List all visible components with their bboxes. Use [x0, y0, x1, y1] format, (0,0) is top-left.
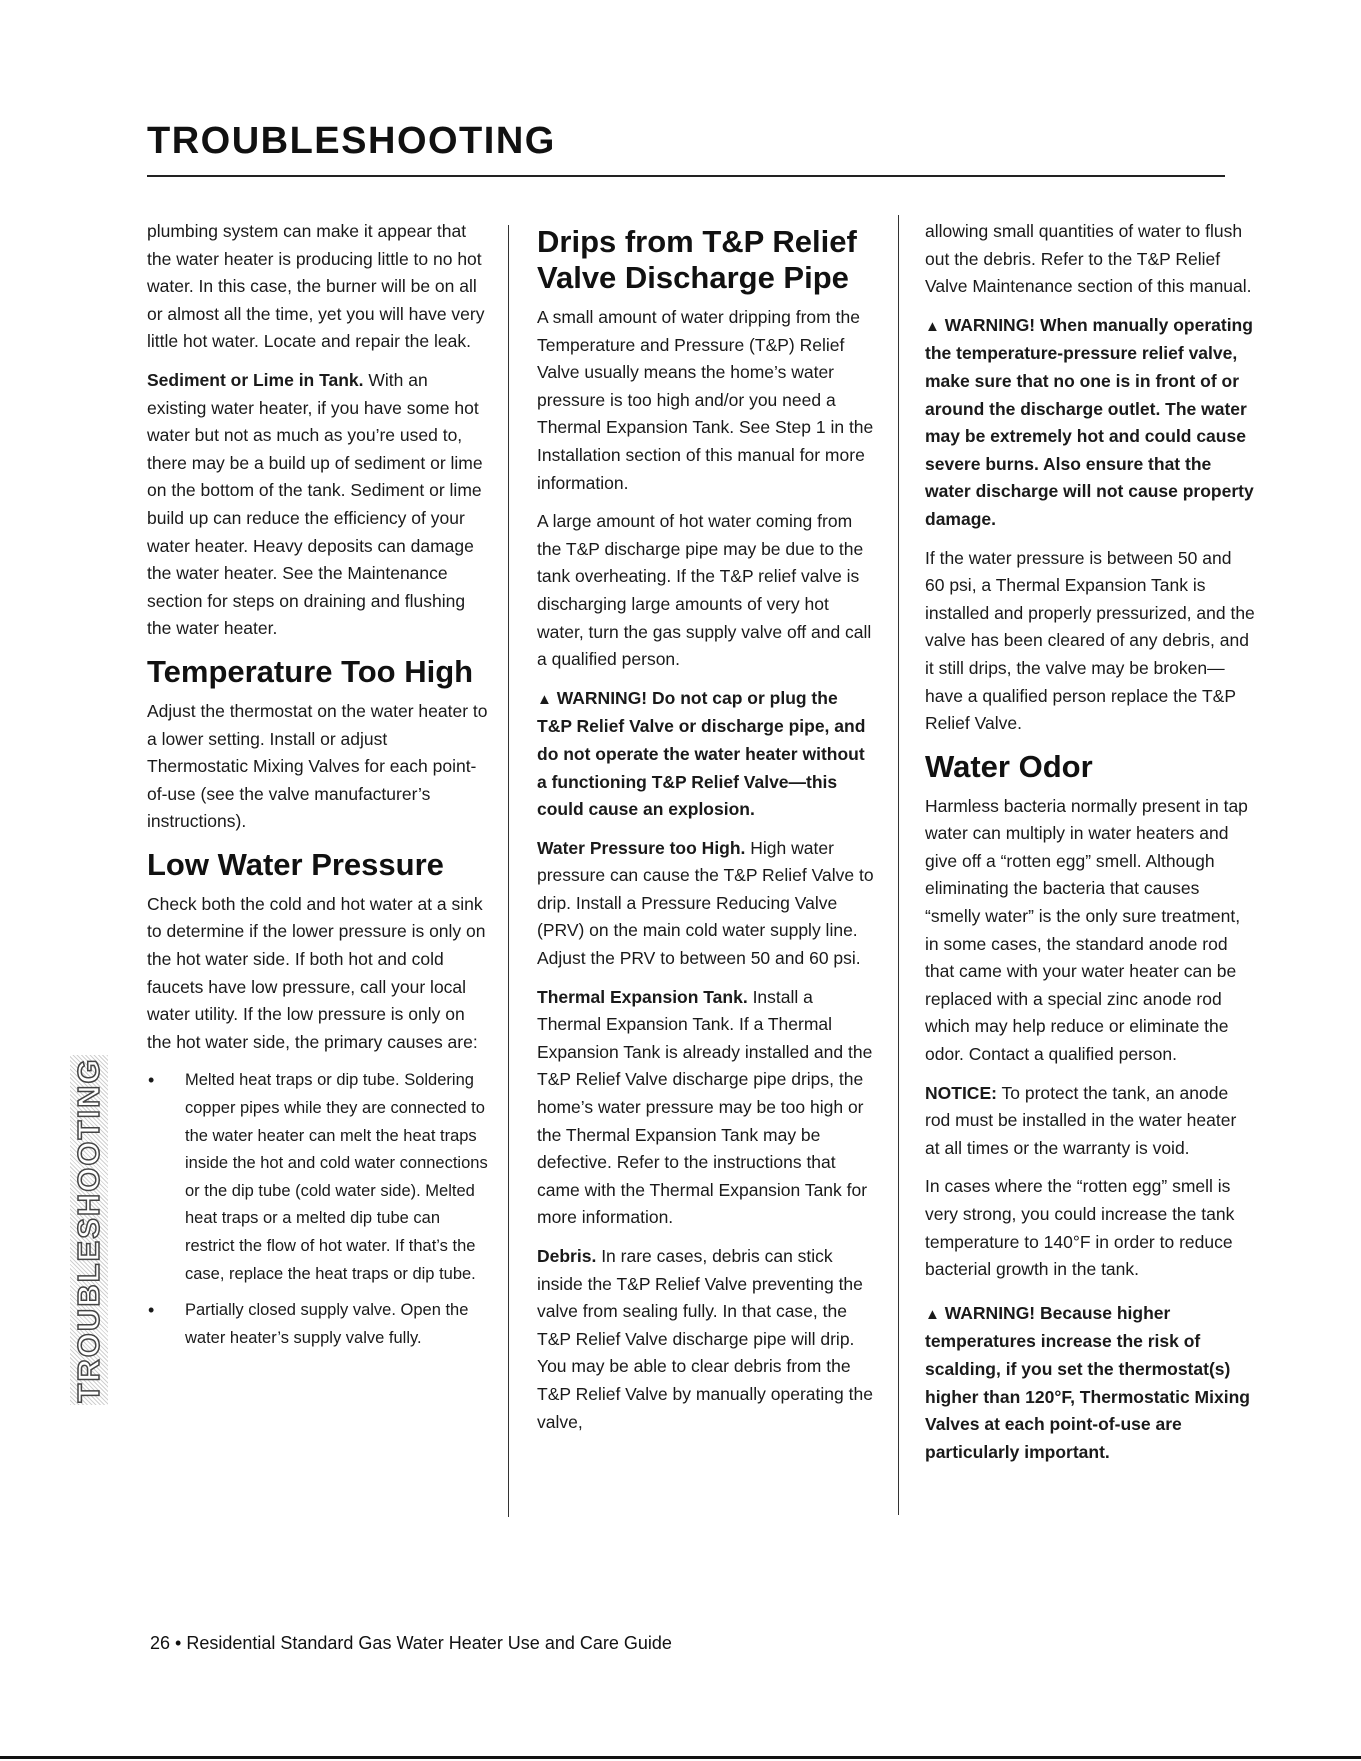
warning-triangle-icon: ▲	[925, 317, 940, 335]
run-in-heading: Debris.	[537, 1246, 597, 1266]
section-heading-drips: Drips from T&P Relief Valve Discharge Pipe	[537, 224, 857, 295]
column-divider	[898, 215, 899, 1515]
paragraph: A large amount of hot water coming from the T&P discharge pipe may be due to the tank overheating. If the T&P relief valve is discharging large amounts of very hot water, turn the gas supply valve off and call a qualified person.	[537, 511, 872, 670]
side-tab	[70, 1055, 108, 1405]
paragraph-text: To protect the tank, an anode rod must be installed in the water heater at all times or the warranty is void.	[925, 1082, 1237, 1158]
paragraph	[537, 1243, 875, 1436]
section-heading-low-pressure: Low Water Pressure	[147, 846, 444, 882]
title-rule	[147, 175, 1225, 177]
warning-block	[537, 685, 875, 824]
page-title: TROUBLESHOOTING	[147, 120, 556, 162]
side-tab-label: TROUBLESHOOTING	[71, 1057, 106, 1403]
paragraph-text: With an existing water heater, if you have some hot water but not as much as you’re used to, there may be a build up of sediment or lime on the bottom of the tank. Sediment or lime build up can reduce the efficiency of your water heater. Heavy deposits can damage the water heater. See the Maintenance section for steps on draining and flushing the water heater.	[147, 369, 483, 639]
run-in-heading: Sediment or Lime in Tank.	[147, 369, 364, 390]
scan-edge-line	[0, 1756, 1361, 1759]
warning-text: WARNING! Do not cap or plug the T&P Relief Valve or discharge pipe, and do not operate the water heater without a functioning T&P Relief Valve—this could cause an explosion.	[537, 687, 866, 820]
section-heading-temperature: Temperature Too High	[147, 653, 474, 689]
column-1	[147, 218, 489, 1361]
column-divider	[508, 225, 509, 1517]
paragraph	[537, 984, 875, 1232]
paragraph	[147, 367, 489, 643]
run-in-heading: Thermal Expansion Tank.	[537, 986, 748, 1007]
warning-block	[925, 1300, 1255, 1467]
list-item: • Partially closed supply valve. Open the water heater’s supply valve fully.	[185, 1297, 489, 1352]
paragraph: A small amount of water dripping from the Temperature and Pressure (T&P) Relief Valve usually means the home’s water pressure is too high and/or you need a Thermal Expansion Tank. See Step 1 in the Installation section of this manual for more information.	[537, 307, 874, 493]
page-footer: 26 • Residential Standard Gas Water Heater Use and Care Guide	[150, 1633, 672, 1653]
paragraph: In cases where the “rotten egg” smell is very strong, you could increase the tank temperature to 140°F in order to reduce bacterial growth in the tank.	[925, 1176, 1235, 1280]
causes-list	[147, 1067, 489, 1352]
column-3	[925, 218, 1255, 1477]
notice-label: NOTICE:	[925, 1082, 997, 1103]
warning-block	[925, 312, 1255, 534]
section-heading-water-odor: Water Odor	[925, 748, 1093, 784]
paragraph-text: Install a Thermal Expansion Tank. If a Thermal Expansion Tank is already installed and the T&P Relief Valve discharge pipe drips, the home’s water pressure may be too high or the Thermal Expansion Tank may be defective. Refer to the instructions that came with the Thermal Expansion Tank for more information.	[537, 986, 873, 1228]
column-2	[537, 218, 875, 1447]
warning-text: WARNING! Because higher temperatures increase the risk of scalding, if you set the thermostat(s) higher than 120°F, Thermostatic Mixing Valves at each point-of-use are particularly important.	[925, 1302, 1250, 1462]
paragraph: plumbing system can make it appear that the water heater is producing little to no hot water. In this case, the burner will be on all or almost all the time, yet you will have very little hot water. Locate and repair the leak.	[147, 221, 485, 352]
warning-triangle-icon: ▲	[925, 1305, 940, 1323]
paragraph: If the water pressure is between 50 and 60 psi, a Thermal Expansion Tank is installed and properly pressurized, and the valve has been cleared of any debris, and it still drips, the valve may be broken—have a qualified person replace the T&P Relief Valve.	[925, 547, 1255, 734]
paragraph-text: In rare cases, debris can stick inside the T&P Relief Valve preventing the valve from sealing fully. In that case, the T&P Relief Valve discharge pipe will drip. You may be able to clear debris from the T&P Relief Valve by manually operating the valve,	[537, 1246, 873, 1432]
run-in-heading: Water Pressure too High.	[537, 837, 746, 858]
paragraph-text: High water pressure can cause the T&P Relief Valve to drip. Install a Pressure Reducing Valve (PRV) on the main cold water supply line. Adjust the PRV to between 50 and 60 psi.	[537, 837, 874, 969]
paragraph: Adjust the thermostat on the water heater to a lower setting. Install or adjust Thermostatic Mixing Valves for each point-of-use (see the valve manufacturer’s instructions).	[147, 700, 488, 832]
paragraph: Check both the cold and hot water at a sink to determine if the lower pressure is only on the hot water side. If both hot and cold faucets have low pressure, call your local water utility. If the low pressure is only on the hot water side, the primary causes are:	[147, 893, 486, 1052]
paragraph	[537, 835, 875, 973]
paragraph: Harmless bacteria normally present in tap water can multiply in water heaters and give off a “rotten egg” smell. Although eliminating the bacteria that causes “smelly water” is the only sure treatment, in some cases, the standard anode rod that came with your water heater can be replaced with a special zinc anode rod which may help reduce or eliminate the odor. Contact a qualified person.	[925, 795, 1248, 1065]
warning-text: WARNING! When manually operating the temperature-pressure relief valve, make sure that no one is in front of or around the discharge outlet. The water may be extremely hot and could cause severe burns. Also ensure that the water discharge will not cause property damage.	[925, 314, 1254, 529]
paragraph	[925, 1080, 1255, 1163]
list-item: • Melted heat traps or dip tube. Soldering copper pipes while they are connected to the water heater can melt the heat traps inside the hot and cold water connections or the dip tube (cold water side). Melted heat traps or a melted dip tube can restrict the flow of hot water. If that’s the case, replace the heat traps or dip tube.	[185, 1067, 489, 1288]
warning-triangle-icon: ▲	[537, 690, 552, 708]
paragraph: allowing small quantities of water to flush out the debris. Refer to the T&P Relief Valve Maintenance section of this manual.	[925, 221, 1252, 297]
